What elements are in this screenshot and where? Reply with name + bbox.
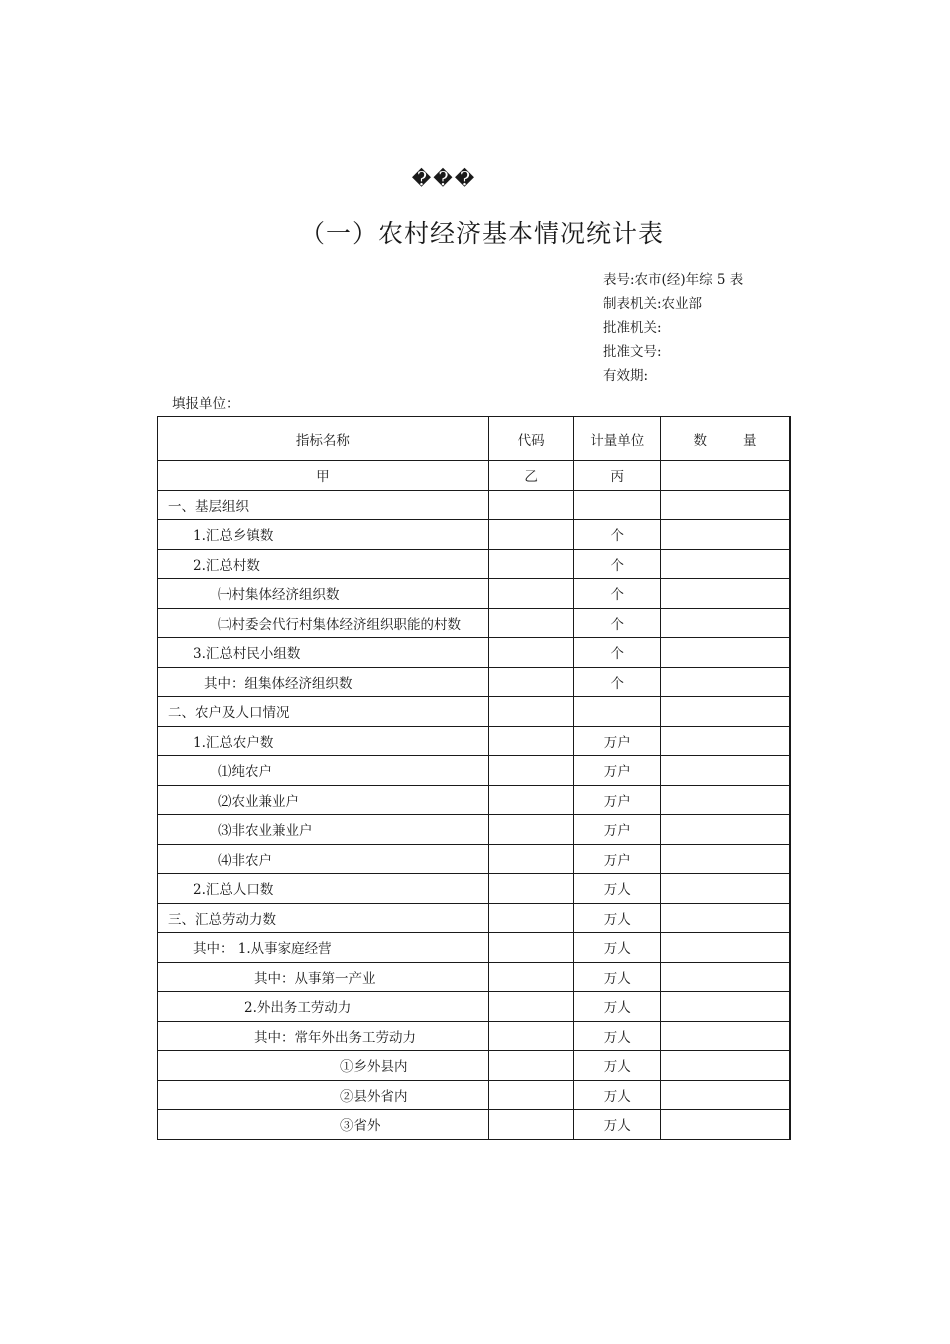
quantity-cell[interactable]	[661, 1051, 791, 1081]
form-approver: 批准机关:	[603, 320, 662, 336]
section-heading: ���	[411, 168, 477, 190]
header-indicator-name: 指标名称	[158, 417, 489, 461]
indicator-name: 其中：组集体经济组织数	[158, 667, 489, 697]
unit-cell: 个	[574, 638, 661, 668]
unit-cell: 万户	[574, 726, 661, 756]
indicator-name: 2.汇总村数	[158, 549, 489, 579]
quantity-cell[interactable]	[661, 520, 791, 550]
code-cell[interactable]	[488, 697, 574, 727]
table-row	[158, 962, 791, 992]
indicator-name: 其中： 1.从事家庭经营	[158, 933, 489, 963]
quantity-cell[interactable]	[661, 579, 791, 609]
table-row	[158, 1080, 791, 1110]
unit-cell: 万户	[574, 844, 661, 874]
form-number: 表号:农市(经)年综 5 表	[603, 272, 744, 288]
form-meta	[603, 268, 743, 388]
code-cell[interactable]	[488, 1110, 574, 1140]
header-quantity	[661, 417, 791, 461]
code-cell[interactable]	[488, 1021, 574, 1051]
quantity-cell[interactable]	[661, 726, 791, 756]
table-row	[158, 992, 791, 1022]
indicator-name: ㈡村委会代行村集体经济组织职能的村数	[158, 608, 489, 638]
table-row	[158, 638, 791, 668]
code-cell[interactable]	[488, 638, 574, 668]
code-cell[interactable]	[488, 903, 574, 933]
indicator-name: 3.汇总村民小组数	[158, 638, 489, 668]
unit-cell	[574, 490, 661, 520]
unit-cell: 万人	[574, 903, 661, 933]
statistics-table	[157, 416, 791, 1140]
table-row	[158, 785, 791, 815]
quantity-cell[interactable]	[661, 1021, 791, 1051]
table-row	[158, 608, 791, 638]
unit-cell: 万人	[574, 1051, 661, 1081]
table-row	[158, 815, 791, 845]
header-unit: 计量单位	[574, 417, 661, 461]
indicator-name: ⑷非农户	[158, 844, 489, 874]
indicator-name: 1.汇总农户数	[158, 726, 489, 756]
indicator-name: ⑶非农业兼业户	[158, 815, 489, 845]
indicator-name: 其中：常年外出务工劳动力	[158, 1021, 489, 1051]
table-row	[158, 903, 791, 933]
unit-cell: 万户	[574, 785, 661, 815]
quantity-cell[interactable]	[661, 903, 791, 933]
unit-cell: 个	[574, 549, 661, 579]
quantity-cell[interactable]	[661, 697, 791, 727]
unit-cell: 万人	[574, 962, 661, 992]
quantity-cell[interactable]	[661, 756, 791, 786]
quantity-cell[interactable]	[661, 490, 791, 520]
code-cell[interactable]	[488, 815, 574, 845]
indicator-name: 2.外出务工劳动力	[158, 992, 489, 1022]
indicator-name: ⑵农业兼业户	[158, 785, 489, 815]
subheader-code: 乙	[488, 461, 574, 491]
quantity-cell[interactable]	[661, 1110, 791, 1140]
quantity-cell[interactable]	[661, 962, 791, 992]
indicator-name: 三、汇总劳动力数	[158, 903, 489, 933]
table-row	[158, 933, 791, 963]
quantity-cell[interactable]	[661, 549, 791, 579]
code-cell[interactable]	[488, 667, 574, 697]
unit-cell: 万人	[574, 992, 661, 1022]
code-cell[interactable]	[488, 1080, 574, 1110]
indicator-name: 一、基层组织	[158, 490, 489, 520]
quantity-cell[interactable]	[661, 638, 791, 668]
subheader-quantity	[661, 461, 791, 491]
table-row	[158, 726, 791, 756]
page-title: （一）农村经济基本情况统计表	[299, 219, 664, 248]
indicator-name: 其中：从事第一产业	[158, 962, 489, 992]
indicator-name: ①乡外县内	[158, 1051, 489, 1081]
quantity-cell[interactable]	[661, 785, 791, 815]
subheader-name: 甲	[158, 461, 489, 491]
quantity-cell[interactable]	[661, 815, 791, 845]
table-row	[158, 1110, 791, 1140]
unit-cell: 个	[574, 520, 661, 550]
indicator-name: ②县外省内	[158, 1080, 489, 1110]
table-row	[158, 1051, 791, 1081]
table-row	[158, 756, 791, 786]
quantity-cell[interactable]	[661, 1080, 791, 1110]
form-approval-number: 批准文号:	[603, 344, 662, 360]
code-cell[interactable]	[488, 490, 574, 520]
quantity-cell[interactable]	[661, 874, 791, 904]
table-row	[158, 490, 791, 520]
reporting-unit-label: 填报单位：	[172, 396, 240, 412]
unit-cell: 万人	[574, 1080, 661, 1110]
unit-cell: 万人	[574, 933, 661, 963]
header-code: 代码	[488, 417, 574, 461]
unit-cell: 个	[574, 667, 661, 697]
indicator-name: 二、农户及人口情况	[158, 697, 489, 727]
quantity-cell[interactable]	[661, 933, 791, 963]
table-row	[158, 549, 791, 579]
indicator-name: ㈠村集体经济组织数	[158, 579, 489, 609]
indicator-name: ⑴纯农户	[158, 756, 489, 786]
quantity-cell[interactable]	[661, 608, 791, 638]
subheader-unit: 丙	[574, 461, 661, 491]
unit-cell: 万户	[574, 756, 661, 786]
table-row	[158, 697, 791, 727]
code-cell[interactable]	[488, 520, 574, 550]
code-cell[interactable]	[488, 844, 574, 874]
indicator-name: 1.汇总乡镇数	[158, 520, 489, 550]
quantity-cell[interactable]	[661, 667, 791, 697]
unit-cell: 万人	[574, 874, 661, 904]
table-row	[158, 1021, 791, 1051]
code-cell[interactable]	[488, 579, 574, 609]
code-cell[interactable]	[488, 785, 574, 815]
table-row	[158, 844, 791, 874]
table-row	[158, 667, 791, 697]
code-cell[interactable]	[488, 962, 574, 992]
quantity-cell[interactable]	[661, 992, 791, 1022]
unit-cell: 个	[574, 579, 661, 609]
indicator-name: 2.汇总人口数	[158, 874, 489, 904]
code-cell[interactable]	[488, 608, 574, 638]
subheader-row	[158, 461, 791, 491]
unit-cell: 万户	[574, 815, 661, 845]
form-authority: 制表机关:农业部	[603, 296, 703, 312]
unit-cell: 万人	[574, 1110, 661, 1140]
code-cell[interactable]	[488, 1051, 574, 1081]
code-cell[interactable]	[488, 756, 574, 786]
unit-cell: 个	[574, 608, 661, 638]
form-validity: 有效期:	[603, 368, 649, 384]
header-quantity-char-a: 数	[693, 432, 707, 449]
quantity-cell[interactable]	[661, 844, 791, 874]
code-cell[interactable]	[488, 549, 574, 579]
table-row	[158, 874, 791, 904]
unit-cell: 万人	[574, 1021, 661, 1051]
code-cell[interactable]	[488, 874, 574, 904]
header-row	[158, 417, 791, 461]
indicator-name: ③省外	[158, 1110, 489, 1140]
code-cell[interactable]	[488, 726, 574, 756]
table-row	[158, 520, 791, 550]
header-quantity-char-b: 量	[743, 432, 757, 449]
table-row	[158, 579, 791, 609]
code-cell[interactable]	[488, 933, 574, 963]
code-cell[interactable]	[488, 992, 574, 1022]
unit-cell	[574, 697, 661, 727]
